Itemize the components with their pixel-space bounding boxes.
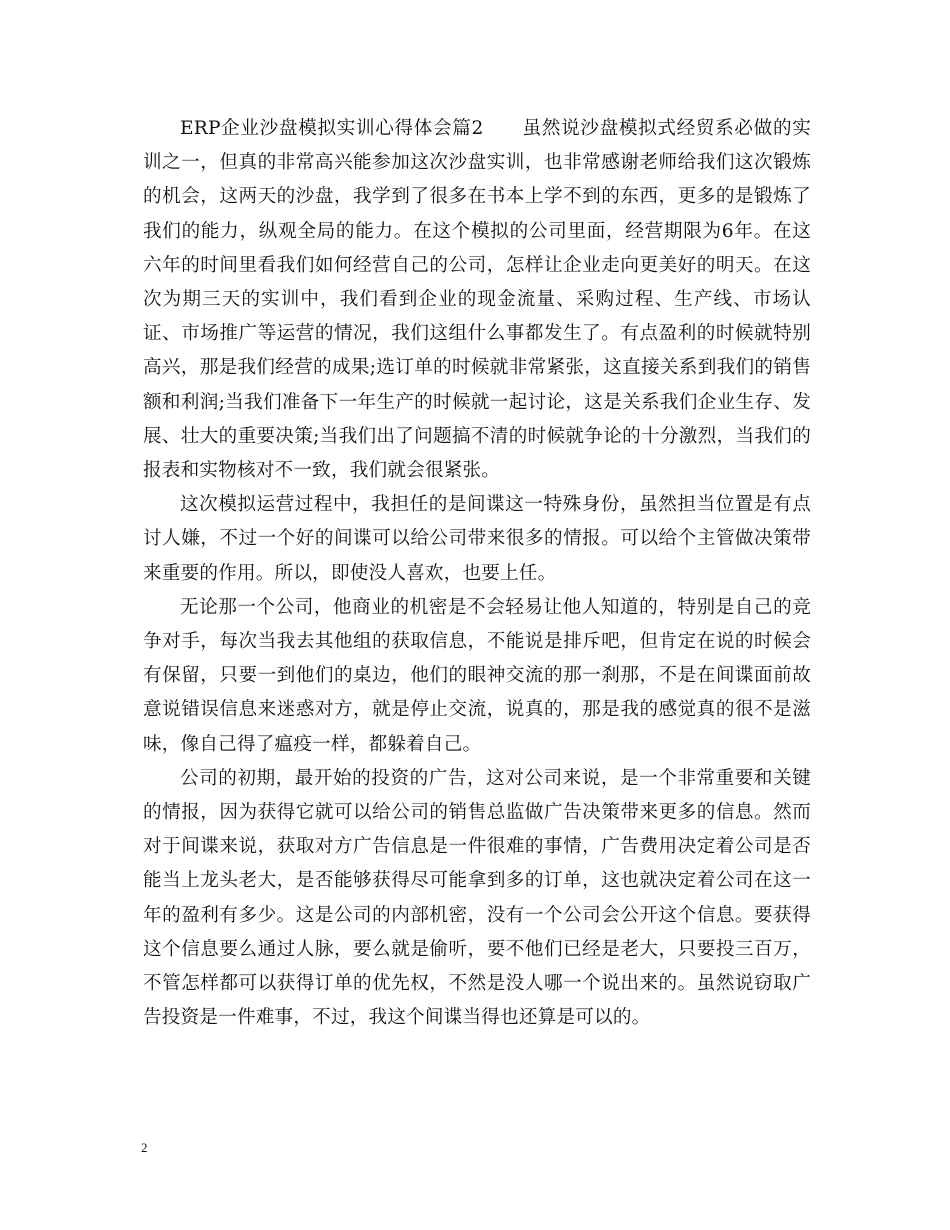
document-body — [143, 112, 811, 1035]
paragraph-4: 公司的初期，最开始的投资的广告，这对公司来说，是一个非常重要和关键的情报，因为获得它就可以给公司的销售总监做广告决策带来更多的信息。然而对于间谍来说，获取对方广告信息是一件很难的事情，广告费用决定着公司是否能当上龙头老大，是否能够获得尽可能拿到多的订单，这也就决定着公司在这一年的盈利有多少。这是公司的内部机密，没有一个公司会公开这个信息。要获得这个信息要么通过人脉，要么就是偷听，要不他们已经是老大，只要投三百万，不管怎样都可以获得订单的优先权，不然是没人哪一个说出来的。虽然说窃取广告投资是一件难事，不过，我这个间谍当得也还算是可以的。 — [143, 767, 811, 1029]
paragraph-2: 这次模拟运营过程中，我担任的是间谍这一特殊身份，虽然担当位置是有点讨人嫌，不过一个好的间谍可以给公司带来很多的情报。可以给个主管做决策带来重要的作用。所以，即使没人喜欢，也要上任。 — [143, 494, 811, 584]
paragraph-3: 无论那一个公司，他商业的机密是不会轻易让他人知道的，特别是自己的竞争对手，每次当我去其他组的获取信息，不能说是排斥吧，但肯定在说的时候会有保留，只要一到他们的桌边，他们的眼神交流的那一刹那，不是在间谍面前故意说错误信息来迷惑对方，就是停止交流，说真的，那是我的感觉真的很不是滋味，像自己得了瘟疫一样，都躲着自己。 — [143, 596, 811, 755]
page-number: 2 — [141, 1140, 148, 1155]
paragraph-1: ERP企业沙盘模拟实训心得体会篇2 虽然说沙盘模拟式经贸系必做的实训之一，但真的非常高兴能参加这次沙盘实训，也非常感谢老师给我们这次锻炼的机会，这两天的沙盘，我学到了很多在书本上学不到的东西，更多的是锻炼了我们的能力，纵观全局的能力。在这个模拟的公司里面，经营期限为6年。在这六年的时间里看我们如何经营自己的公司，怎样让企业走向更美好的明天。在这次为期三天的实训中，我们看到企业的现金流量、采购过程、生产线、市场认证、市场推广等运营的情况，我们这组什么事都发生了。有点盈利的时候就特别高兴，那是我们经营的成果;选订单的时候就非常紧张，这直接关系到我们的销售额和利润;当我们准备下一年生产的时候就一起讨论，这是关系我们企业生存、发展、壮大的重要决策;当我们出了问题搞不清的时候就争论的十分激烈，当我们的报表和实物核对不一致，我们就会很紧张。 — [143, 118, 811, 482]
